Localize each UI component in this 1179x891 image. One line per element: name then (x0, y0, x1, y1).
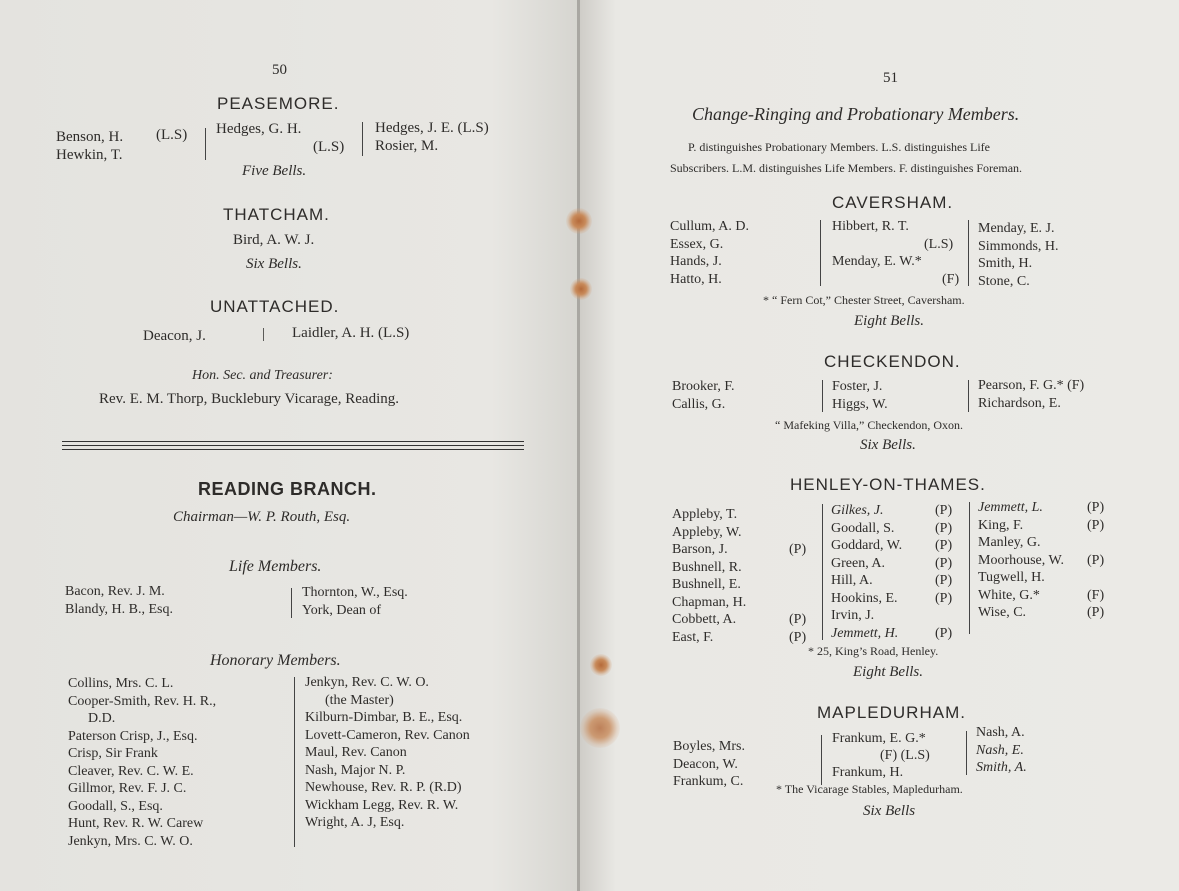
life-members-heading: Life Members. (229, 558, 322, 575)
legend-note: P. distinguishes Probationary Members. L.S. distinguishes Life (688, 140, 990, 154)
member-name: Kilburn-Dimbar, B. E., Esq. (305, 710, 463, 725)
member-name: Benson, H. (56, 129, 124, 145)
member-name: Cullum, A. D. (670, 219, 749, 234)
member-name: Bird, A. W. J. (233, 232, 315, 248)
column-divider (821, 735, 822, 785)
member-name: Laidler, A. H. (L.S) (292, 325, 410, 341)
section-heading-henley: HENLEY-ON-THAMES. (790, 475, 986, 494)
rust-stain (580, 708, 620, 748)
member-name: Boyles, Mrs. (673, 739, 745, 754)
reading-branch-heading: READING BRANCH. (198, 479, 377, 499)
member-name: Chapman, H. (672, 594, 747, 610)
member-name: Wise, C. (978, 605, 1027, 620)
footnote: “ Mafeking Villa,” Checkendon, Oxon. (775, 418, 964, 432)
member-name: Thornton, W., Esq. (302, 585, 408, 600)
member-mark: (L.S) (156, 127, 188, 143)
bells-note: Six Bells (863, 803, 916, 819)
member-mark: (P) (935, 625, 953, 641)
member-mark (789, 594, 806, 612)
henley-col-3 (978, 499, 1064, 622)
henley-col-2 (831, 502, 902, 642)
rust-stain (590, 654, 612, 676)
footnote: * The Vicarage Stables, Mapledurham. (776, 782, 963, 796)
footnote: * 25, King’s Road, Henley. (808, 644, 939, 658)
member-mark: (P) (789, 542, 807, 557)
member-name: Appleby, W. (672, 524, 742, 540)
member-mark: (P) (1087, 605, 1105, 620)
member-name: Tugwell, H. (978, 570, 1045, 585)
member-name: Hookins, E. (831, 590, 898, 606)
member-name: Green, A. (831, 555, 886, 571)
member-name: Richardson, E. (978, 395, 1061, 411)
checkendon-col-1 (672, 378, 734, 413)
honorary-members-right (305, 674, 470, 832)
member-mark: (P) (935, 573, 953, 588)
left-page (0, 0, 578, 891)
member-name: Smith, H. (978, 256, 1033, 271)
member-mark: (F) (942, 271, 960, 287)
member-mark: (P) (1087, 500, 1105, 515)
member-name: Hatto, H. (670, 271, 722, 287)
member-mark: (P) (1087, 517, 1105, 533)
member-mark (1087, 569, 1104, 587)
page-number: 51 (883, 70, 898, 86)
hon-sec-label: Hon. Sec. and Treasurer: (192, 368, 333, 383)
footnote: * “ Fern Cot,” Chester Street, Caversham. (763, 293, 965, 307)
column-divider (362, 122, 363, 156)
member-name: (the Master) (325, 692, 394, 708)
member-name: Crisp, Sir Frank (68, 746, 158, 761)
column-divider: | (262, 326, 266, 342)
member-name: Higgs, W. (832, 396, 888, 412)
caversham-col-1 (670, 218, 749, 288)
column-divider (969, 502, 970, 634)
member-name: Barson, J. (672, 542, 728, 557)
rust-stain (566, 208, 592, 234)
section-heading-peasemore: PEASEMORE. (217, 94, 340, 113)
rust-stain (570, 278, 592, 300)
chairman-line: Chairman—W. P. Routh, Esq. (173, 509, 351, 525)
member-name: Nash, Major N. P. (305, 762, 406, 778)
member-name: East, F. (672, 629, 714, 645)
divider-rule (62, 449, 524, 450)
member-name: Pearson, F. G.* (F) (978, 378, 1085, 393)
member-name: Frankum, E. G.* (832, 731, 926, 746)
member-name: Blandy, H. B., Esq. (65, 601, 173, 617)
bells-note: Eight Bells. (854, 313, 924, 329)
member-name: Wright, A. J, Esq. (305, 815, 405, 830)
member-name: Stone, C. (978, 273, 1030, 289)
member-mark: (P) (789, 629, 807, 645)
member-mark: (P) (935, 520, 953, 536)
member-mark: (P) (789, 612, 807, 627)
member-name: Goddard, W. (831, 538, 903, 553)
caversham-col-3 (978, 220, 1059, 290)
member-name: Gilkes, J. (831, 503, 884, 518)
member-name: Brooker, F. (672, 379, 735, 394)
member-name: White, G.* (978, 587, 1040, 603)
member-name: Deacon, J. (143, 328, 206, 344)
bells-note: Eight Bells. (853, 664, 923, 680)
section-heading-caversham: CAVERSHAM. (832, 193, 954, 212)
member-mark: (P) (935, 503, 953, 518)
member-name: Simmonds, H. (978, 238, 1059, 254)
column-divider (968, 380, 969, 412)
section-heading-mapledurham: MAPLEDURHAM. (817, 703, 966, 722)
column-divider (966, 731, 967, 775)
member-mark (789, 559, 806, 577)
member-name: Manley, G. (978, 535, 1041, 550)
member-mark: (F) (1087, 587, 1105, 603)
member-name: Cleaver, Rev. C. W. E. (68, 763, 194, 779)
member-name: Jemmett, H. (831, 625, 899, 641)
member-name: Hands, J. (670, 254, 722, 269)
member-name: Wickham Legg, Rev. R. W. (305, 797, 459, 813)
member-mark: (L.S) (313, 139, 345, 155)
member-name: Collins, Mrs. C. L. (68, 676, 174, 691)
hon-sec-line: Rev. E. M. Thorp, Bucklebury Vicarage, Reading. (99, 391, 399, 407)
member-name: Bacon, Rev. J. M. (65, 584, 165, 599)
life-members-right (302, 584, 408, 619)
member-name: Bushnell, R. (672, 559, 742, 575)
henley-col-1 (672, 506, 746, 646)
member-name: Callis, G. (672, 396, 726, 412)
mapledurham-col-3 (976, 724, 1027, 777)
divider-rule (62, 445, 524, 446)
member-name: Hill, A. (831, 573, 873, 588)
member-name: Hunt, Rev. R. W. Carew (68, 816, 204, 831)
member-mark (935, 607, 952, 625)
member-name: Menday, E. J. (978, 221, 1055, 236)
honorary-members-left (68, 675, 216, 850)
member-name: D.D. (88, 711, 116, 726)
member-name: Maul, Rev. Canon (305, 745, 407, 760)
column-divider (205, 128, 206, 160)
member-name: Frankum, H. (832, 765, 904, 780)
member-mark: (P) (935, 555, 953, 571)
column-divider (820, 220, 821, 286)
member-name: Nash, E. (976, 742, 1024, 758)
member-name: Irvin, J. (831, 608, 875, 623)
member-mark: (P) (935, 538, 953, 553)
member-name: Jenkyn, Mrs. C. W. O. (68, 833, 193, 849)
member-mark: (F) (L.S) (880, 748, 930, 763)
member-name: Lovett-Cameron, Rev. Canon (305, 727, 470, 743)
member-mark (789, 576, 806, 594)
member-name: Frankum, C. (673, 774, 744, 789)
caversham-col-2 (832, 218, 959, 288)
member-name: Hibbert, R. T. (832, 219, 909, 234)
member-name: Rosier, M. (375, 138, 439, 154)
checkendon-col-2 (832, 378, 888, 413)
member-mark: (P) (935, 590, 953, 606)
henley-col-3-marks (1087, 499, 1104, 622)
member-name: Goodall, S. (831, 520, 895, 536)
member-name: Nash, A. (976, 725, 1025, 740)
member-name: Menday, E. W.* (832, 254, 922, 269)
member-name: Essex, G. (670, 236, 724, 252)
member-name: Hewkin, T. (56, 147, 123, 163)
legend-note: Subscribers. L.M. distinguishes Life Members. F. distinguishes Foreman. (670, 161, 1023, 175)
bells-note: Five Bells. (242, 163, 307, 179)
member-name: Gillmor, Rev. F. J. C. (68, 781, 187, 796)
life-members-left (65, 583, 173, 618)
member-name: Foster, J. (832, 379, 883, 394)
member-name: York, Dean of (302, 602, 382, 618)
column-divider (294, 677, 295, 847)
member-name: Newhouse, Rev. R. P. (R.D) (305, 780, 462, 795)
column-divider (291, 588, 292, 618)
bells-note: Six Bells. (246, 256, 302, 272)
henley-col-2-marks (935, 502, 952, 642)
column-divider (968, 220, 969, 286)
member-name: Smith, A. (976, 760, 1027, 775)
member-name: Hedges, G. H. (216, 121, 302, 137)
member-name: Jemmett, L. (978, 500, 1043, 515)
member-name: Cobbett, A. (672, 612, 737, 627)
henley-col-1-marks (789, 506, 806, 646)
member-name: Paterson Crisp, J., Esq. (68, 728, 198, 744)
member-mark: (L.S) (924, 236, 954, 252)
member-mark: (P) (1087, 552, 1105, 568)
member-name: Jenkyn, Rev. C. W. O. (305, 675, 429, 690)
mapledurham-col-1 (673, 738, 745, 791)
member-name: Deacon, W. (673, 756, 738, 772)
page-number: 50 (272, 62, 287, 78)
column-divider (822, 380, 823, 412)
member-name: Bushnell, E. (672, 577, 741, 592)
member-mark (789, 524, 806, 542)
member-name: Goodall, S., Esq. (68, 798, 163, 814)
member-mark (789, 506, 806, 524)
checkendon-col-3 (978, 377, 1084, 412)
section-heading-unattached: UNATTACHED. (210, 297, 340, 316)
column-divider (822, 504, 823, 640)
page-title: Change-Ringing and Probationary Members. (692, 104, 1020, 124)
divider-rule (62, 441, 524, 442)
section-heading-thatcham: THATCHAM. (223, 205, 330, 224)
member-mark (1087, 534, 1104, 552)
member-name: Hedges, J. E. (L.S) (375, 120, 489, 136)
member-name: Moorhouse, W. (978, 552, 1064, 568)
section-heading-checkendon: CHECKENDON. (824, 352, 961, 371)
honorary-members-heading: Honorary Members. (210, 652, 341, 669)
member-name: King, F. (978, 517, 1024, 533)
bells-note: Six Bells. (860, 437, 916, 453)
right-page (580, 0, 1179, 891)
member-name: Cooper-Smith, Rev. H. R., (68, 693, 217, 709)
member-name: Appleby, T. (672, 507, 738, 522)
